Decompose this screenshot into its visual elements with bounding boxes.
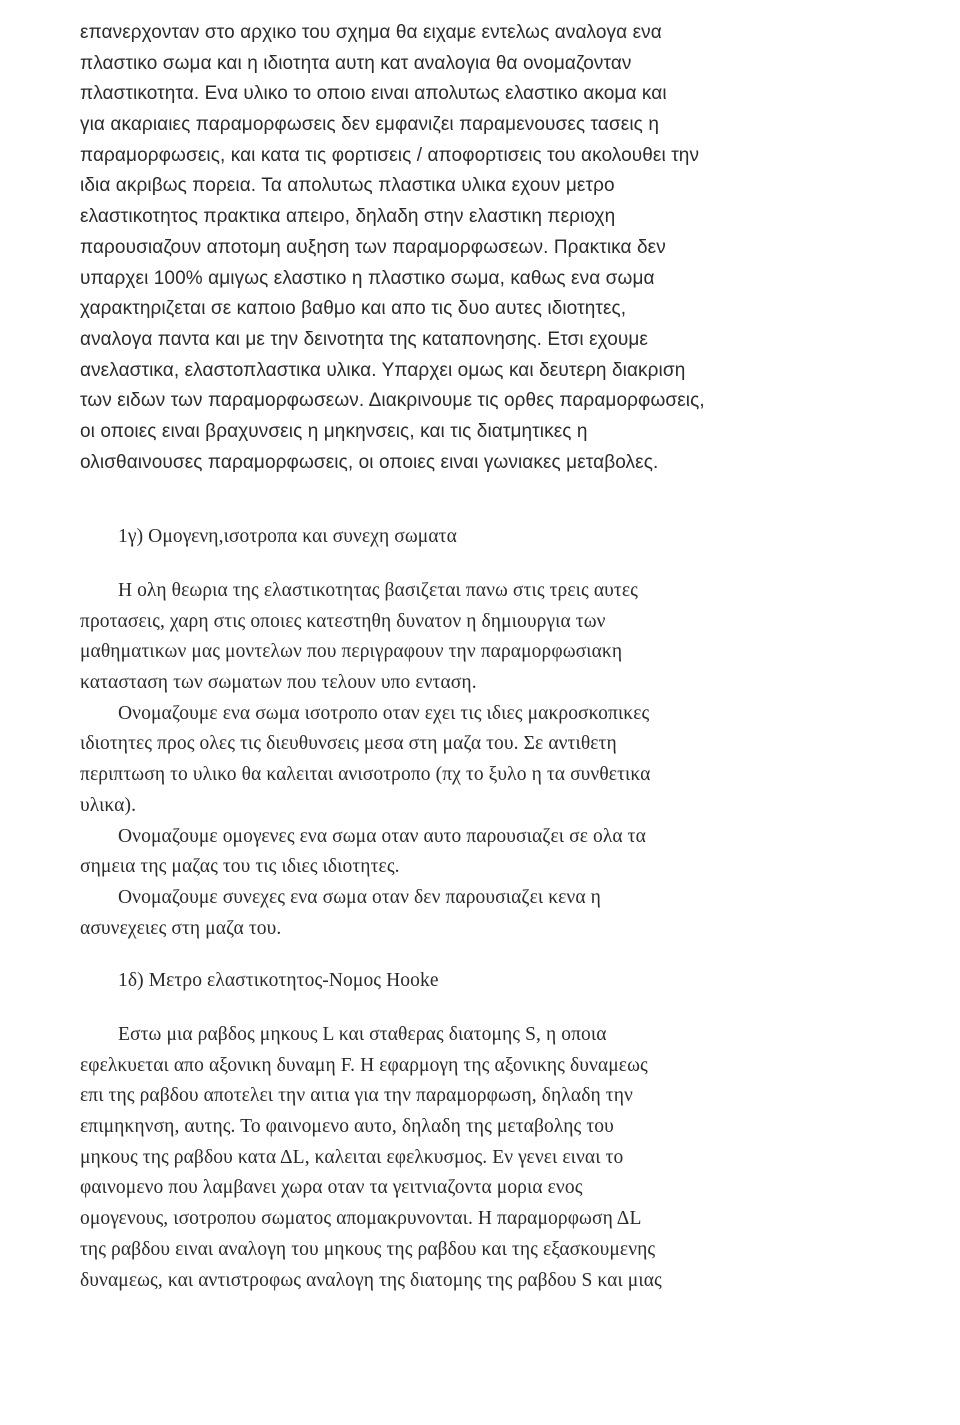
text-line: οι οποιες ειναι βραχυνσεις η μηκηνσεις, και τις διατμητικες η bbox=[80, 420, 588, 442]
text-line: πλαστικοτητα. Ενα υλικο το οποιο ειναι απολυτως ελαστικο ακομα και bbox=[80, 83, 667, 105]
text-line: επι της ραβδου αποτελει την αιτια για την παραμορφωση, δηλαδη την bbox=[80, 1085, 633, 1107]
text-line: υπαρχει 100% αμιγως ελαστικο η πλαστικο σωμα, καθως ενα σωμα bbox=[80, 267, 655, 289]
text-line: ομογενους, ισοτροπου σωματος απομακρυνονται. Η παραμορφωση ΔL bbox=[80, 1208, 642, 1230]
text-line: εφελκυεται απο αξονικη δυναμη F. Η εφαρμογη της αξονικης δυναμεως bbox=[80, 1054, 648, 1076]
text-line: ιδιοτητες προς ολες τις διευθυνσεις μεσα στη μαζα του. Σε αντιθετη bbox=[80, 733, 617, 755]
text-line: ελαστικοτητος πρακτικα απειρο, δηλαδη στην ελαστικη περιοχη bbox=[80, 206, 616, 228]
text-line: Η ολη θεωρια της ελαστικοτητας βασιζεται πανω στις τρεις αυτες bbox=[118, 580, 638, 601]
text-line: αναλογα παντα και με την δεινοτητα της καταπονησης. Ετσι εχουμε bbox=[80, 328, 648, 350]
text-line: χαρακτηριζεται σε καποιο βαθμο και απο τις δυο αυτες ιδιοτητες, bbox=[80, 298, 627, 320]
text-line: των ειδων των παραμορφωσεων. Διακρινουμε τις ορθες παραμορφωσεις, bbox=[80, 390, 705, 412]
section-body-homogeneous-isotropic bbox=[80, 576, 870, 944]
text-line: σημεια της μαζας του τις ιδιες ιδιοτητες. bbox=[80, 856, 400, 878]
text-line: περιπτωση το υλικο θα καλειται ανισοτροπο (πχ το ξυλο η τα συνθετικα bbox=[80, 764, 651, 786]
text-line: της ραβδου ειναι αναλογη του μηκους της ραβδου και της εξασκουμενης bbox=[80, 1238, 656, 1260]
text-line: πλαστικο σωμα και η ιδιοτητα αυτη κατ αναλογια θα ονομαζονταν bbox=[80, 52, 632, 74]
text-line: μαθηματικων μας μοντελων που περιγραφουν την παραμορφωσιακη bbox=[80, 641, 623, 663]
text-line: Ονομαζουμε συνεχες ενα σωμα οταν δεν παρουσιαζει κενα η bbox=[118, 886, 601, 908]
text-line: παραμορφωσεις, και κατα τις φορτισεις / αποφορτισεις του ακολουθει την bbox=[80, 144, 700, 166]
section-heading-homogeneous-isotropic: 1γ) Ομογενη,ισοτροπα και συνεχη σωματα bbox=[118, 526, 457, 547]
text-line: φαινομενο που λαμβανει χωρα οταν τα γειτνιαζοντα μορια ενος bbox=[80, 1177, 583, 1199]
text-line: παρουσιαζουν αποτομη αυξηση των παραμορφωσεων. Πρακτικα δεν bbox=[80, 236, 666, 258]
text-line: επανερχονταν στο αρχικο του σχημα θα ειχαμε εντελως αναλογα ενα bbox=[80, 22, 662, 43]
section-heading-hooke-law: 1δ) Μετρο ελαστικοτητος-Νομος Hooke bbox=[118, 970, 439, 991]
text-line: μηκους της ραβδου κατα ΔL, καλειται εφελκυσμος. Εν γενει ειναι το bbox=[80, 1146, 624, 1168]
text-line: κατασταση των σωματων που τελουν υπο ενταση. bbox=[80, 672, 477, 694]
text-line: ανελαστικα, ελαστοπλαστικα υλικα. Υπαρχει ομως και δευτερη διακριση bbox=[80, 359, 686, 381]
text-line: Εστω μια ραβδος μηκους L και σταθερας διατομης S, η οποια bbox=[118, 1024, 607, 1045]
text-line: Ονομαζουμε ομογενες ενα σωμα οταν αυτο παρουσιαζει σε ολα τα bbox=[118, 825, 646, 847]
text-line: επιμηκηνση, αυτης. Το φαινομενο αυτο, δηλαδη της μεταβολης του bbox=[80, 1116, 614, 1138]
section-body-hooke-law bbox=[80, 1020, 870, 1296]
text-line: για ακαριαιες παραμορφωσεις δεν εμφανιζει παραμενουσες τασεις η bbox=[80, 114, 659, 136]
text-line: ασυνεχειες στη μαζα του. bbox=[80, 917, 282, 939]
paragraph-elasticity bbox=[80, 18, 870, 478]
text-line: ιδια ακριβως πορεια. Τα απολυτως πλαστικα υλικα εχουν μετρο bbox=[80, 175, 615, 197]
text-line: Ονομαζουμε ενα σωμα ισοτροπο οταν εχει τις ιδιες μακροσκοπικες bbox=[118, 702, 650, 724]
text-line: ολισθαινουσες παραμορφωσεις, οι οποιες ειναι γωνιακες μεταβολες. bbox=[80, 451, 659, 473]
text-line: δυναμεως, και αντιστροφως αναλογη της διατομης της ραβδου S και μιας bbox=[80, 1269, 662, 1291]
text-line: προτασεις, χαρη στις οποιες κατεστηθη δυνατον η δημιουργια των bbox=[80, 610, 606, 632]
text-line: υλικα). bbox=[80, 794, 137, 816]
